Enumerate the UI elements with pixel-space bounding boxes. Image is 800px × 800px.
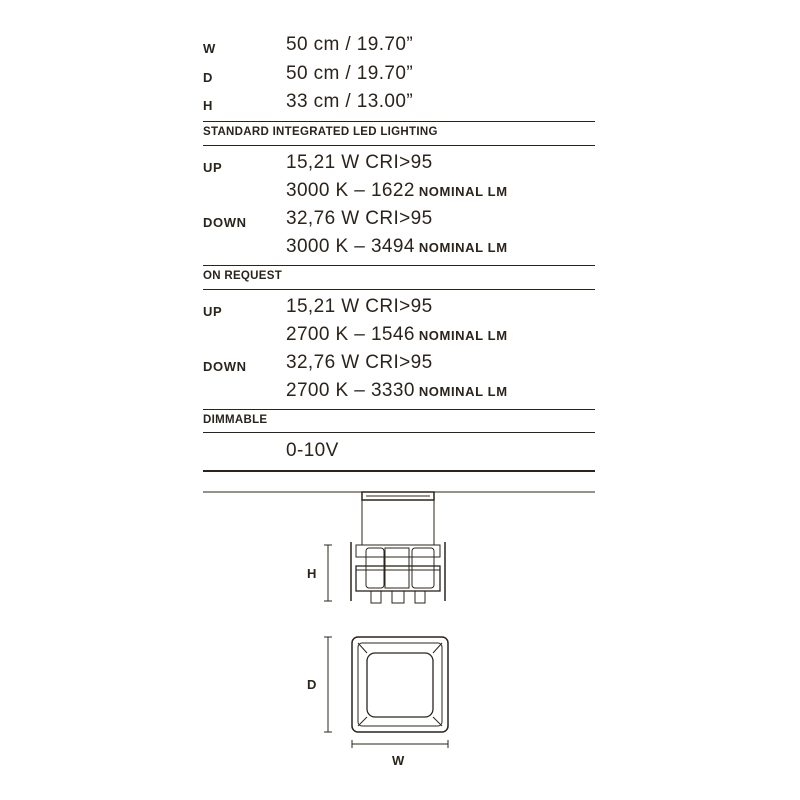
up-power: 15,21 W CRI>95 [286, 296, 433, 317]
down-lumen: 3000 K – 3494 NOMINAL LM [286, 236, 508, 257]
up-lumen: 3000 K – 1622 NOMINAL LM [286, 180, 508, 201]
depth-label: D [307, 677, 317, 692]
down-power: 32,76 W CRI>95 [286, 208, 433, 229]
dimension-label: W [203, 41, 216, 56]
dimension-value: 50 cm / 19.70” [286, 63, 414, 84]
section-heading-dimmable: DIMMABLE [203, 414, 268, 426]
down-label: DOWN [203, 359, 247, 374]
width-label: W [392, 753, 405, 768]
depth-dimension [324, 637, 332, 732]
section-heading-standard: STANDARD INTEGRATED LED LIGHTING [203, 126, 438, 138]
up-label: UP [203, 304, 223, 319]
height-label: H [307, 566, 317, 581]
width-dimension [352, 740, 448, 748]
up-label: UP [203, 160, 223, 175]
height-dimension [324, 545, 332, 601]
plan-view [352, 637, 448, 732]
dimension-label: H [203, 98, 213, 113]
up-power: 15,21 W CRI>95 [286, 152, 433, 173]
down-label: DOWN [203, 215, 247, 230]
dimension-label: D [203, 70, 213, 85]
down-lumen: 2700 K – 3330 NOMINAL LM [286, 380, 508, 401]
section-heading-on-request: ON REQUEST [203, 270, 283, 282]
dimension-value: 33 cm / 13.00” [286, 91, 414, 112]
down-power: 32,76 W CRI>95 [286, 352, 433, 373]
dimmable-value: 0-10V [286, 440, 339, 461]
dimension-value: 50 cm / 19.70” [286, 34, 414, 55]
side-view [351, 542, 445, 603]
up-lumen: 2700 K – 1546 NOMINAL LM [286, 324, 508, 345]
